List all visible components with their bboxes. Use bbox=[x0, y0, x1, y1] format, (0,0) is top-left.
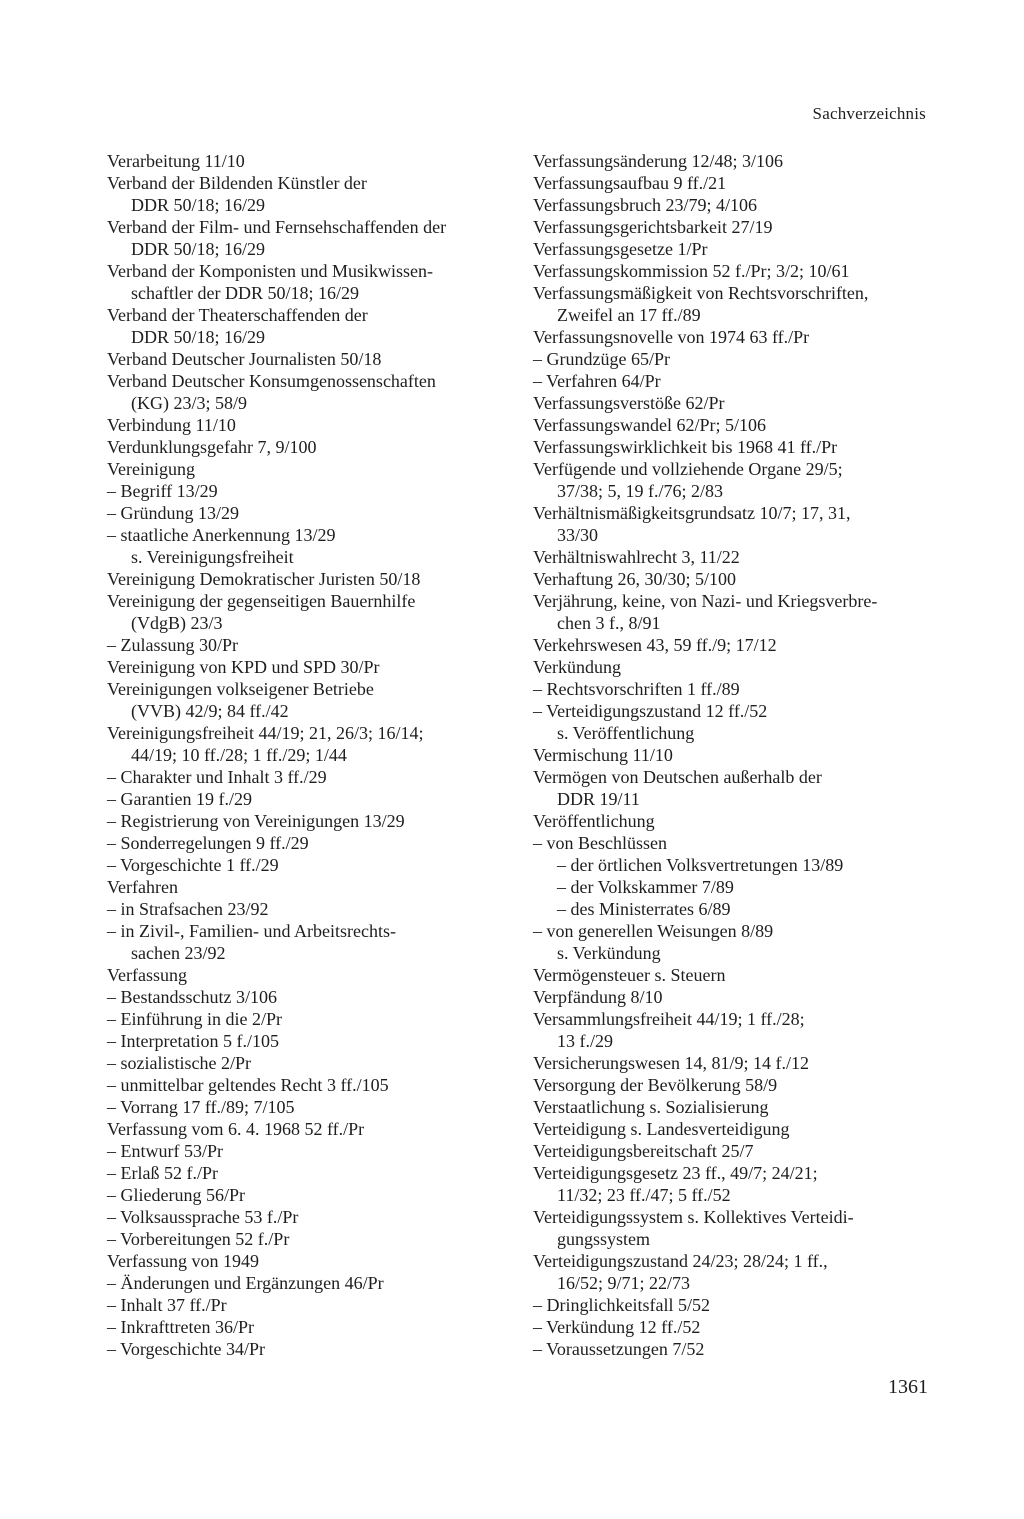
index-entry-line: Verjährung, keine, von Nazi- und Kriegsverbre- bbox=[533, 591, 878, 611]
index-entry-line: – in Strafsachen 23/92 bbox=[107, 899, 269, 919]
index-entry-line: – Änderungen und Ergänzungen 46/Pr bbox=[107, 1273, 384, 1293]
index-entry-line: – Einführung in die 2/Pr bbox=[107, 1009, 282, 1029]
index-entry-line: Verteidigungsgesetz 23 ff., 49/7; 24/21; bbox=[533, 1163, 818, 1183]
index-entry-line: – Inhalt 37 ff./Pr bbox=[107, 1295, 227, 1315]
index-entry-line: Vereinigung bbox=[107, 459, 195, 479]
index-entry-line: Verbindung 11/10 bbox=[107, 415, 236, 435]
index-entry-line: Verband der Film- und Fernsehschaffenden der bbox=[107, 217, 447, 237]
index-entry-line: – der Volkskammer 7/89 bbox=[557, 877, 734, 897]
index-entry-line: – sozialistische 2/Pr bbox=[107, 1053, 251, 1073]
index-entry-line: schaftler der DDR 50/18; 16/29 bbox=[131, 283, 359, 303]
index-entry-line: Versammlungsfreiheit 44/19; 1 ff./28; bbox=[533, 1009, 805, 1029]
index-entry-line: gungssystem bbox=[557, 1229, 651, 1249]
index-entry-line: Vermögen von Deutschen außerhalb der bbox=[533, 767, 822, 787]
index-entry-line: – staatliche Anerkennung 13/29 bbox=[107, 525, 336, 545]
index-entry-line: – Erlaß 52 f./Pr bbox=[107, 1163, 218, 1183]
index-entry-line: (VVB) 42/9; 84 ff./42 bbox=[131, 701, 289, 721]
index-entry-line: Verfassungsgerichtsbarkeit 27/19 bbox=[533, 217, 773, 237]
index-entry-line: – Rechtsvorschriften 1 ff./89 bbox=[533, 679, 740, 699]
index-entry-line: – Verkündung 12 ff./52 bbox=[533, 1317, 701, 1337]
index-entry-line: Verteidigungsbereitschaft 25/7 bbox=[533, 1141, 754, 1161]
index-entry-line: – Voraussetzungen 7/52 bbox=[533, 1339, 705, 1359]
index-entry-line: Zweifel an 17 ff./89 bbox=[557, 305, 701, 325]
index-entry-line: chen 3 f., 8/91 bbox=[557, 613, 661, 633]
index-entry-line: Verfassungswirklichkeit bis 1968 41 ff./Pr bbox=[533, 437, 838, 457]
index-entry-line: – Vorgeschichte 34/Pr bbox=[107, 1339, 265, 1359]
index-entry-line: – Vorbereitungen 52 f./Pr bbox=[107, 1229, 290, 1249]
index-entry-line: sachen 23/92 bbox=[131, 943, 226, 963]
index-entry-line: – Interpretation 5 f./105 bbox=[107, 1031, 279, 1051]
index-entry-line: Verband der Komponisten und Musikwissen- bbox=[107, 261, 433, 281]
index-entry-line: Verarbeitung 11/10 bbox=[107, 151, 245, 171]
index-entry-line: – Vorgeschichte 1 ff./29 bbox=[107, 855, 279, 875]
index-entry-line: – des Ministerrates 6/89 bbox=[557, 899, 731, 919]
index-entry-line: – Registrierung von Vereinigungen 13/29 bbox=[107, 811, 405, 831]
index-entry-line: 33/30 bbox=[557, 525, 599, 545]
index-entry-line: 16/52; 9/71; 22/73 bbox=[557, 1273, 691, 1293]
index-entry-line: Verhältniswahlrecht 3, 11/22 bbox=[533, 547, 740, 567]
index-entry-line: s. Veröffentlichung bbox=[557, 723, 695, 743]
index-entry-line: Verfassungskommission 52 f./Pr; 3/2; 10/61 bbox=[533, 261, 850, 281]
index-entry-line: Verteidigungszustand 24/23; 28/24; 1 ff., bbox=[533, 1251, 828, 1271]
index-entry-line: DDR 50/18; 16/29 bbox=[131, 195, 266, 215]
index-entry-line: Verfassung vom 6. 4. 1968 52 ff./Pr bbox=[107, 1119, 365, 1139]
index-entry-line: Verfahren bbox=[107, 877, 178, 897]
index-entry-line: 37/38; 5, 19 f./76; 2/83 bbox=[557, 481, 723, 501]
index-entry-line: 11/32; 23 ff./47; 5 ff./52 bbox=[557, 1185, 731, 1205]
index-entry-line: Verband der Bildenden Künstler der bbox=[107, 173, 367, 193]
index-entry-line: Veröffentlichung bbox=[533, 811, 655, 831]
index-entry-line: Versicherungswesen 14, 81/9; 14 f./12 bbox=[533, 1053, 809, 1073]
index-entry-line: – Gliederung 56/Pr bbox=[107, 1185, 245, 1205]
index-entry-line: – von generellen Weisungen 8/89 bbox=[533, 921, 774, 941]
index-entry-line: Verdunklungsgefahr 7, 9/100 bbox=[107, 437, 317, 457]
index-entry-line: – Verteidigungszustand 12 ff./52 bbox=[533, 701, 768, 721]
index-entry-line: – Garantien 19 f./29 bbox=[107, 789, 252, 809]
index-entry-line: – Zulassung 30/Pr bbox=[107, 635, 239, 655]
index-entry-line: Verhältnismäßigkeitsgrundsatz 10/7; 17, 31, bbox=[533, 503, 851, 523]
index-entry-line: Vereinigungen volkseigener Betriebe bbox=[107, 679, 374, 699]
index-entry-line: Vermischung 11/10 bbox=[533, 745, 673, 765]
index-column-left bbox=[107, 150, 502, 1360]
index-entry-line: Verfassung von 1949 bbox=[107, 1251, 259, 1271]
index-entry-line: Verteidigung s. Landesverteidigung bbox=[533, 1119, 790, 1139]
index-entry-line: – Sonderregelungen 9 ff./29 bbox=[107, 833, 309, 853]
index-entry-line: Verfassung bbox=[107, 965, 187, 985]
index-entry-line: – Volksaussprache 53 f./Pr bbox=[107, 1207, 299, 1227]
index-entry-line: – Inkrafttreten 36/Pr bbox=[107, 1317, 254, 1337]
index-entry-line: Vereinigungsfreiheit 44/19; 21, 26/3; 16/14; bbox=[107, 723, 424, 743]
index-entry-line: Verfassungsänderung 12/48; 3/106 bbox=[533, 151, 783, 171]
index-entry-line: – Grundzüge 65/Pr bbox=[533, 349, 670, 369]
index-entry-line: – Dringlichkeitsfall 5/52 bbox=[533, 1295, 710, 1315]
index-entry-line: DDR 50/18; 16/29 bbox=[131, 239, 266, 259]
index-entry-line: Verhaftung 26, 30/30; 5/100 bbox=[533, 569, 736, 589]
index-entry-line: – Charakter und Inhalt 3 ff./29 bbox=[107, 767, 327, 787]
index-entry-line: – Verfahren 64/Pr bbox=[533, 371, 661, 391]
index-entry-line: Verteidigungssystem s. Kollektives Verteidi- bbox=[533, 1207, 854, 1227]
index-column-right bbox=[533, 150, 933, 1360]
index-entry-line: Vereinigung Demokratischer Juristen 50/18 bbox=[107, 569, 421, 589]
index-entry-line: Verband der Theaterschaffenden der bbox=[107, 305, 368, 325]
index-entry-line: Verfassungsverstöße 62/Pr bbox=[533, 393, 725, 413]
index-entry-line: – Entwurf 53/Pr bbox=[107, 1141, 223, 1161]
index-entry-line: Versorgung der Bevölkerung 58/9 bbox=[533, 1075, 778, 1095]
index-entry-line: – Begriff 13/29 bbox=[107, 481, 218, 501]
index-entry-line: DDR 50/18; 16/29 bbox=[131, 327, 266, 347]
index-entry-line: (KG) 23/3; 58/9 bbox=[131, 393, 247, 413]
index-entry-line: s. Verkündung bbox=[557, 943, 661, 963]
index-entry-line: – Vorrang 17 ff./89; 7/105 bbox=[107, 1097, 295, 1117]
index-entry-line: – in Zivil-, Familien- und Arbeitsrechts- bbox=[107, 921, 396, 941]
index-entry-line: – der örtlichen Volksvertretungen 13/89 bbox=[557, 855, 844, 875]
index-entry-line: Verfassungsgesetze 1/Pr bbox=[533, 239, 708, 259]
index-entry-line: Verstaatlichung s. Sozialisierung bbox=[533, 1097, 769, 1117]
index-entry-line: – Bestandsschutz 3/106 bbox=[107, 987, 277, 1007]
index-entry-line: Verfügende und vollziehende Organe 29/5; bbox=[533, 459, 843, 479]
index-entry-line: Vermögensteuer s. Steuern bbox=[533, 965, 726, 985]
index-entry-line: Verfassungsmäßigkeit von Rechtsvorschriften, bbox=[533, 283, 869, 303]
index-entry-line: Verkehrswesen 43, 59 ff./9; 17/12 bbox=[533, 635, 777, 655]
running-header: Sachverzeichnis bbox=[812, 104, 926, 123]
index-entry-line: Vereinigung der gegenseitigen Bauernhilfe bbox=[107, 591, 416, 611]
index-entry-line: Verband Deutscher Konsumgenossenschaften bbox=[107, 371, 436, 391]
index-entry-line: Verfassungsaufbau 9 ff./21 bbox=[533, 173, 727, 193]
index-entry-line: – Gründung 13/29 bbox=[107, 503, 239, 523]
index-entry-line: 44/19; 10 ff./28; 1 ff./29; 1/44 bbox=[131, 745, 347, 765]
index-entry-line: Verfassungsbruch 23/79; 4/106 bbox=[533, 195, 757, 215]
index-entry-line: Verpfändung 8/10 bbox=[533, 987, 663, 1007]
index-entry-line: (VdgB) 23/3 bbox=[131, 613, 223, 633]
index-entry-line: – von Beschlüssen bbox=[533, 833, 667, 853]
index-entry-line: Verband Deutscher Journalisten 50/18 bbox=[107, 349, 382, 369]
page-number: 1361 bbox=[888, 1376, 928, 1398]
index-entry-line: s. Vereinigungsfreiheit bbox=[131, 547, 294, 567]
index-entry-line: 13 f./29 bbox=[557, 1031, 613, 1051]
index-entry-line: DDR 19/11 bbox=[557, 789, 640, 809]
index-entry-line: Verkündung bbox=[533, 657, 621, 677]
index-entry-line: Verfassungswandel 62/Pr; 5/106 bbox=[533, 415, 766, 435]
index-entry-line: – unmittelbar geltendes Recht 3 ff./105 bbox=[107, 1075, 389, 1095]
index-entry-line: Vereinigung von KPD und SPD 30/Pr bbox=[107, 657, 380, 677]
index-entry-line: Verfassungsnovelle von 1974 63 ff./Pr bbox=[533, 327, 810, 347]
